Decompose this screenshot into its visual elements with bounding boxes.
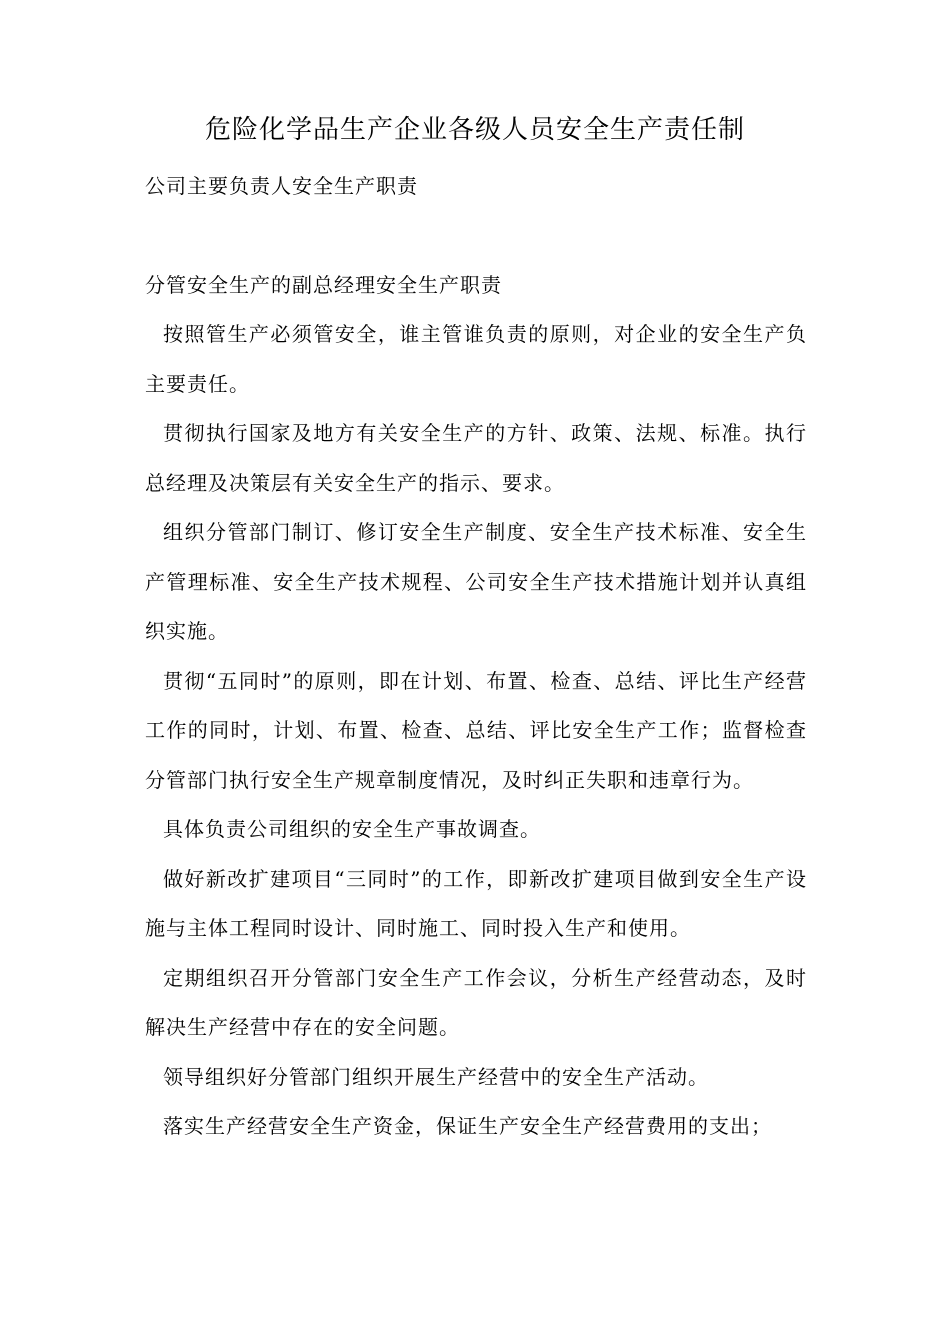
responsibility-list [145, 310, 807, 1152]
paragraph: 组织分管部门制订、修订安全生产制度、安全生产技术标准、安全生产管理标准、安全生产技术规程、公司安全生产技术措施计划并认真组织实施。 [145, 520, 807, 643]
paragraph: 按照管生产必须管安全，谁主管谁负责的原则，对企业的安全生产负主要责任。 [145, 322, 807, 396]
paragraph: 做好新改扩建项目“三同时”的工作，即新改扩建项目做到安全生产设施与主体工程同时设计、同时施工、同时投入生产和使用。 [145, 866, 807, 940]
paragraph: 落实生产经营安全生产资金，保证生产安全生产经营费用的支出； [163, 1114, 772, 1138]
paragraph: 具体负责公司组织的安全生产事故调查。 [163, 817, 541, 841]
section-heading-deputy-manager: 分管安全生产的副总经理安全生产职责 [145, 273, 502, 297]
paragraph: 领导组织好分管部门组织开展生产经营中的安全生产活动。 [163, 1064, 709, 1089]
document-title: 危险化学品生产企业各级人员安全生产责任制 [204, 115, 745, 145]
paragraph: 定期组织召开分管部门安全生产工作会议，分析生产经营动态，及时解决生产经营中存在的安全问题。 [145, 965, 807, 1039]
section-heading-main-responsible: 公司主要负责人安全生产职责 [145, 174, 418, 198]
paragraph: 贯彻执行国家及地方有关安全生产的方针、政策、法规、标准。执行总经理及决策层有关安全生产的指示、要求。 [145, 421, 807, 495]
paragraph: 贯彻“五同时”的原则，即在计划、布置、检查、总结、评比生产经营工作的同时，计划、布置、检查、总结、评比安全生产工作；监督检查分管部门执行安全生产规章制度情况，及时纠正失职和违章行为。 [145, 668, 807, 792]
